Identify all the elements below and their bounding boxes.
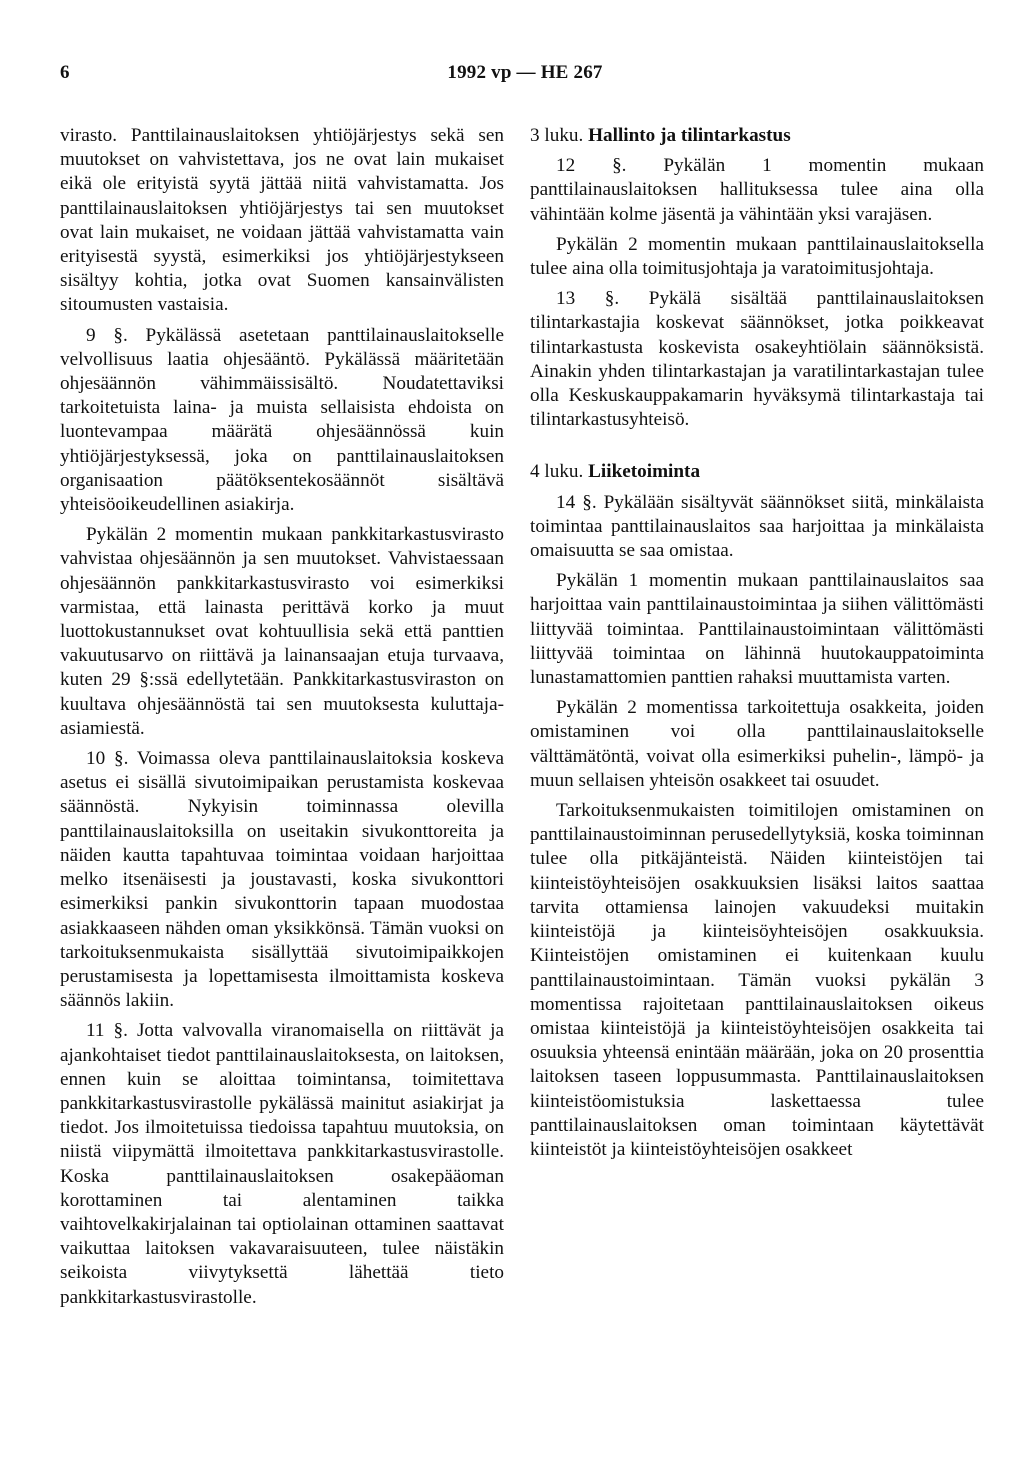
- paragraph: Pykälän 2 momentin mukaan panttilainauslaitoksella tulee aina olla toimitusjohtaja ja varatoimitusjohtaja.: [530, 233, 984, 280]
- paragraph: 10 §. Voimassa oleva panttilainauslaitoksia koskeva asetus ei sisällä sivutoimipaikan perustamista koskevaa säännöstä. Nykyisin toiminnassa olevilla panttilainauslaitoksilla on useitakin sivukonttoreita ja näiden kautta tapahtuvaa toimintaa voidaan harjoittaa melko itsenäisesti ja joustavasti, koska sivukonttori esimerkiksi pankin sivukonttorin tapaan muodostaa asiakkaaseen nähden oman yksikkönsä. Tämän vuoksi on tarkoituksenmukaista sisällyttää sivutoimipaikkojen perustamisesta ja lopettamisesta ilmoittamista koskeva säännös lakiin.: [60, 748, 504, 1012]
- paragraph: 14 §. Pykälään sisältyvät säännökset siitä, minkälaista toimintaa panttilainauslaitos saa harjoittaa ja minkälaista omaisuutta se saa omistaa.: [530, 491, 984, 562]
- paragraph: virasto. Panttilainauslaitoksen yhtiöjärjestys sekä sen muutokset on vahvistettava, jos ne ovat lain mukaiset eikä ole erityistä syytä jättää niitä vahvistamatta. Jos panttilainauslaitoksen yhtiöjärjestys tai sen muutokset ovat lain mukaiset, ne voidaan jättää vahvistamatta vain erityisestä syystä, esimerkiksi jos yhtiöjärjestykseen sisältyy kohtia, jotka ovat Suomen kansainvälisten sitoumusten vastaisia.: [60, 125, 504, 316]
- paragraph: 12 §. Pykälän 1 momentin mukaan panttilainauslaitoksen hallituksessa tulee aina olla vähintään kolme jäsentä ja vähintään yksi varajäsen.: [530, 155, 984, 225]
- chapter-title: Hallinto ja tilintarkastus: [588, 125, 791, 146]
- paragraph: 9 §. Pykälässä asetetaan panttilainauslaitokselle velvollisuus laatia ohjesääntö. Pykälässä määritetään ohjesäännön vähimmäissisältö. Noudatettaviksi tarkoitetuista laina- ja muista sellaisista ehdoista on luontevampaa määrätä ohjesäännössä kuin yhtiöjärjestyksessä, joka on panttilainauslaitoksen organisaation päätöksentekosäännöt sisältävä yhteisöoikeudellinen asiakirja.: [60, 324, 504, 516]
- page-header: [60, 62, 990, 92]
- chapter-heading: [530, 124, 984, 148]
- chapter-number: 3 luku.: [530, 125, 584, 146]
- paragraph: Pykälän 1 momentin mukaan panttilainauslaitos saa harjoittaa vain panttilainaustoimintaa ja siihen välittömästi liittyvää toimintaa. Panttilainaustoimintaan välittömästi liittyvää toimintaa on lähinnä huutokauppatoiminta lunastamattomien panttien rahaksi muuttamista varten.: [530, 570, 984, 689]
- paragraph: Pykälän 2 momentin mukaan pankkitarkastusvirasto vahvistaa ohjesäännön ja sen muutokset. Vahvistaessaan ohjesäännön pankkitarkastusvirasto voi esimerkiksi varmistaa, että lainasta perittävä korko ja muut luottokustannukset ovat kohtuullisia sekä että panttien vakuutusarvo on riittävä ja lainansaajan etuja turvaava, kuten 29 §:ssä edellytetään. Pankkitarkastusviraston on kuultava ohjesäännöstä tai sen muutoksesta kuluttaja-asiamiestä.: [60, 524, 504, 739]
- section-spacer: [530, 438, 984, 460]
- running-title: 1992 vp — HE 267: [447, 62, 603, 83]
- chapter-number: 4 luku.: [530, 461, 584, 483]
- chapter-heading: [530, 460, 984, 484]
- paragraph: 11 §. Jotta valvovalla viranomaisella on riittävät ja ajankohtaiset tiedot panttilainauslaitoksesta, on laitoksen, ennen kuin se aloittaa toimintansa, toimitettava pankkitarkastusvirastolle pykälässä mainitut asiakirjat ja tiedot. Jos ilmoitetuissa tiedoissa tapahtuu muutoksia, on niistä viipymättä ilmoitettava pankkitarkastusvirastolle. Koska panttilainauslaitoksen osakepääoman korottaminen tai alentaminen taikka vaihtovelkakirjalainan tai optiolainan ottaminen saattavat vaikuttaa laitoksen vakavaraisuuteen, tulee näistäkin seikoista viivytyksettä lähettää tieto pankkitarkastusvirastolle.: [60, 1020, 504, 1308]
- paragraph: 13 §. Pykälä sisältää panttilainauslaitoksen tilintarkastajia koskevat säännökset, jotka poikkeavat tilintarkastusta koskevista osakeyhtiölain säännöksistä. Ainakin yhden tilintarkastajan ja varatilintarkastajan tulee olla Keskuskauppakamarin hyväksymä tilintarkastaja tai tilintarkastusyhteisö.: [530, 288, 984, 431]
- paragraph: Pykälän 2 momentissa tarkoitettuja osakkeita, joiden omistaminen voi olla panttilainauslaitokselle välttämätöntä, voivat olla esimerkiksi puhelin-, lämpö- ja muun sellaisen yhteisön osakkeet tai osuudet.: [530, 697, 984, 791]
- paragraph: Tarkoituksenmukaisten toimitilojen omistaminen on panttilainaustoiminnan perusedellytyksiä, koska toiminnan tulee olla pitkäjänteistä. Näiden kiinteistöjen tai kiinteistöyhteisöjen osakkuuksien lisäksi laitos saattaa tarvita ottamiensa lainojen vakuudeksi muitakin kiinteistöjä ja kiinteisöyhteisöjen osakkuuksia. Kiinteistöjen omistaminen ei kuitenkaan kuulu panttilainaustoimintaan. Tämän vuoksi pykälän 3 momentissa rajoitetaan panttilainauslaitoksen oikeus omistaa kiinteistöjä ja kiinteistöyhteisöjen osakkeita tai osuuksia yhteensä enintään määrään, joka on 20 prosenttia laitoksen taseen loppusummasta. Panttilainauslaitoksen kiinteistöomistuksia laskettaessa tulee panttilainauslaitoksen oman toimintaan käytettävät kiinteistöt ja kiinteistöyhteisöjen osakkeet: [530, 800, 984, 1160]
- page-number: 6: [60, 62, 70, 83]
- chapter-title: Liiketoiminta: [588, 461, 701, 483]
- right-column: [530, 124, 984, 1168]
- left-column: [60, 124, 504, 1316]
